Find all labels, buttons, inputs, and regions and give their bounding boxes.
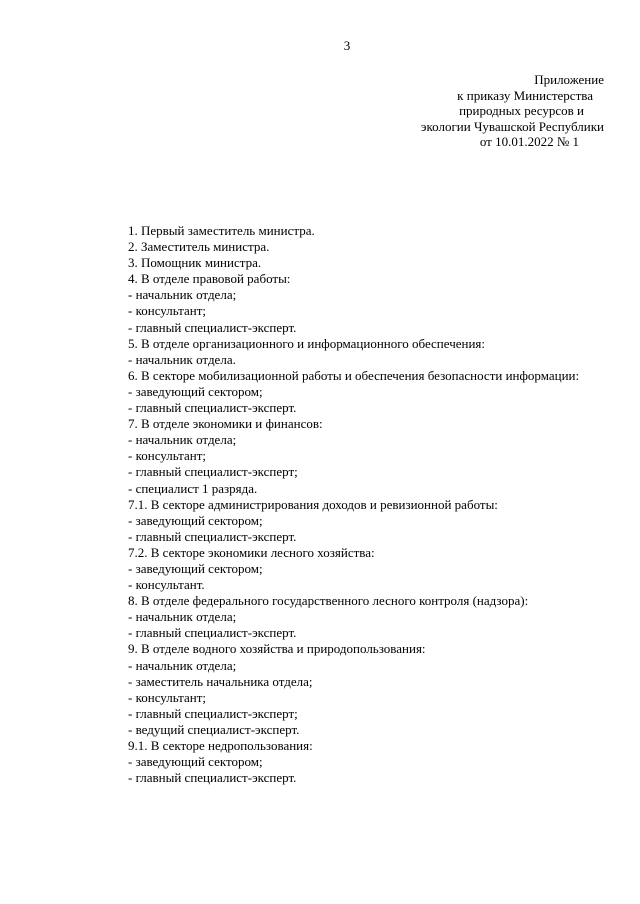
list-item: 4. В отделе правовой работы: [128, 271, 291, 287]
list-item: - начальник отдела; [128, 287, 237, 303]
list-item: - заместитель начальника отдела; [128, 673, 313, 689]
appendix-date: от 10.01.2022 № 1 [479, 134, 579, 150]
list-item: 7.2. В секторе экономики лесного хозяйства: [128, 544, 375, 560]
list-item: 2. Заместитель министра. [128, 239, 270, 255]
list-item: - начальник отдела; [128, 657, 237, 673]
list-item: 9. В отделе водного хозяйства и природопользования: [128, 641, 426, 657]
list-item: 7. В отделе экономики и финансов: [128, 416, 323, 432]
list-item: - консультант. [128, 577, 205, 593]
list-item: - заведующий сектором; [128, 560, 263, 576]
list-item: - заведующий сектором; [128, 754, 263, 770]
list-item-wrapped [93, 368, 601, 384]
list-item: - главный специалист-эксперт. [128, 528, 297, 544]
list-item-text: 6. В секторе мобилизационной работы и обеспечения безопасности информации: [128, 367, 580, 383]
list-item: - начальник отдела; [128, 432, 237, 448]
appendix-header [380, 72, 604, 150]
appendix-title: Приложение [534, 72, 604, 87]
list-item: 9.1. В секторе недропользования: [128, 738, 313, 753]
list-item: - главный специалист-эксперт; [128, 464, 298, 480]
list-item: 3. Помощник министра. [128, 255, 262, 271]
list-item: - начальник отдела; [128, 609, 237, 625]
list-item: - консультант; [128, 689, 206, 705]
appendix-line: к приказу Министерства [457, 87, 593, 103]
list-item: 1. Первый заместитель министра. [128, 223, 315, 238]
list-item: - главный специалист-эксперт. [128, 319, 297, 335]
page-number: 3 [343, 38, 351, 53]
appendix-line: экологии Чувашской Республики [420, 118, 604, 134]
list-item: - заведующий сектором; [128, 383, 263, 399]
list-item: - главный специалист-эксперт. [128, 770, 297, 786]
list-item: - главный специалист-эксперт; [128, 705, 298, 721]
list-item: 8. В отделе федерального государственного лесного контроля (надзора): [128, 593, 529, 609]
list-item: - специалист 1 разряда. [128, 480, 258, 496]
list-item: - консультант; [128, 303, 206, 319]
list-item: 7.1. В секторе администрирования доходов и ревизионной работы: [128, 496, 498, 512]
appendix-line: природных ресурсов и [459, 103, 584, 119]
list-item: - начальник отдела. [128, 351, 236, 367]
list-item: - ведущий специалист-эксперт. [128, 721, 300, 737]
list-item: - главный специалист-эксперт. [128, 400, 297, 416]
list-item: - консультант; [128, 448, 206, 464]
list-item: - заведующий сектором; [128, 512, 263, 528]
list-item: 5. В отделе организационного и информационного обеспечения: [128, 335, 486, 351]
position-list [93, 223, 601, 786]
list-item: - главный специалист-эксперт. [128, 625, 297, 641]
